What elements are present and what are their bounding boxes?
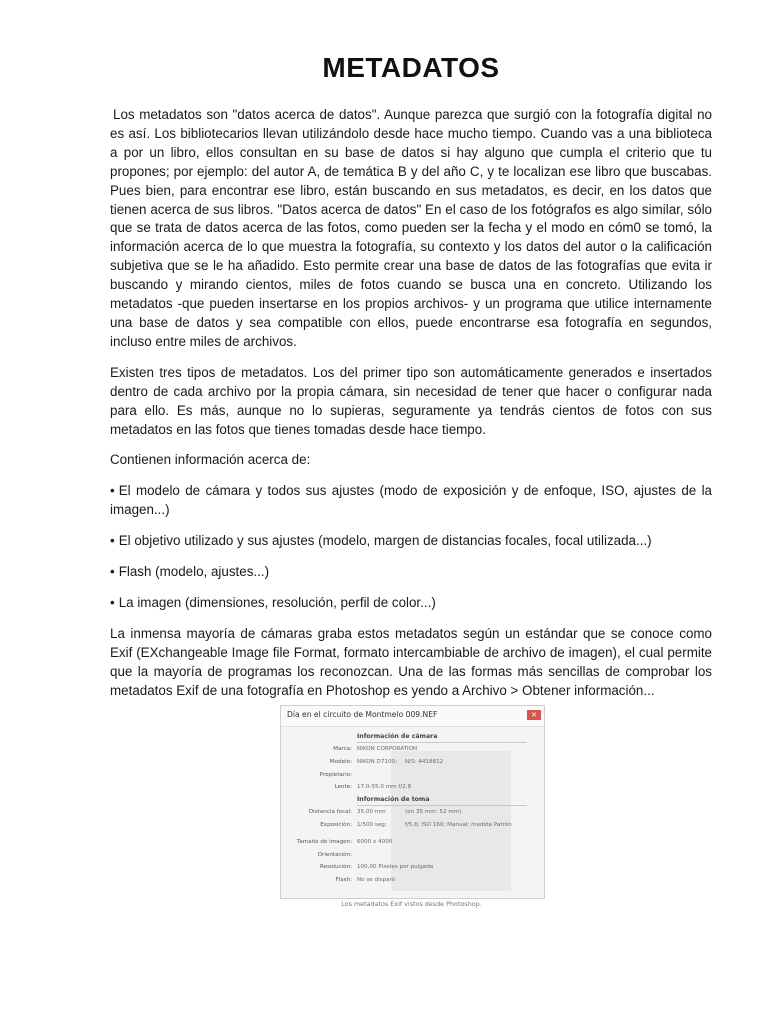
dialog-body [281,727,544,887]
info-key: Exposición: [320,821,352,828]
dialog-titlebar [281,706,544,727]
info-value: 6000 x 4000 [357,838,393,845]
info-row [281,743,544,756]
info-row [281,806,544,819]
bullet-text: El modelo de cámara y todos sus ajustes (modo de exposición y de enfoque, ISO, ajustes de la imagen...) [110,483,712,518]
bullet-symbol: • [110,533,115,549]
info-value: 35,00 mm [357,809,386,816]
info-row [281,861,544,874]
bullet-item [110,594,712,613]
info-key: Marca: [333,746,352,752]
paragraph-contains: Contienen información acerca de: [110,452,311,468]
info-value: 100,00 Píxeles por pulgada [357,864,434,871]
document-page [110,52,712,712]
info-extra: f/5,6; ISO 160; Manual; medida Patrón [405,821,512,828]
info-row [281,819,544,832]
paragraph-exif: La inmensa mayoría de cámaras graba estos metadatos según un estándar que se conoce como Exif (EXchangeable Image file Format, formato intercambiable de archivo de imagen), el cual permite que la mayoría de programas los reconozcan. Una de las formas más sencillas de comprobar los metadatos Exif de una fotografía en Photoshop es yendo a Archivo > Obtener información... [110,625,712,698]
info-value: NIKON D7100; [357,758,397,765]
bullet-text: El objetivo utilizado y sus ajustes (modelo, margen de distancias focales, focal utilizada...) [118,533,652,549]
bullet-symbol: • [110,483,115,499]
figure-caption: Los metadatos Exif vistos desde Photoshop. [341,900,482,908]
info-value: No se disparó [357,877,396,884]
section-shot-info: Información de toma [357,794,527,806]
info-row [281,836,544,849]
bullet-text: Flash (modelo, ajustes...) [118,564,270,580]
info-key: Modelo: [329,758,352,765]
section-camera-info: Información de cámara [357,731,527,743]
page-title: METADATOS [322,52,500,83]
info-key: Lente: [334,784,352,791]
info-row [281,769,544,782]
info-value: 1/500 seg; [357,821,387,828]
info-extra: N/S: 4418812 [405,758,444,765]
info-value: 17.0-55.0 mm f/2.8 [357,784,412,791]
paragraph-intro: Los metadatos son "datos acerca de datos". Aunque parezca que surgió con la fotografía digital no es así. Los bibliotecarios llevan utilizándolo desde hace mucho tiempo. Cuando vas a una biblioteca a por un libro, ellos consultan en su base de datos si hay alguno que cumpla el criterio que tu propones; por ejemplo: del autor A, de temática B y del año C, y te localizan ese libro que buscabas. Pues bien, para encontrar ese libro, están buscando en sus metadatos, es decir, en los datos que tienen acerca de sus libros. "Datos acerca de datos" En el caso de los fotógrafos es algo similar, sólo que se trata de datos acerca de las fotos, como pueden ser la fecha y el modo en cóm0 se tomó, la información acerca de lo que muestra la fotografía, su contexto y los datos del autor o la calificación subjetiva que se le ha añadido. Esto permite crear una base de datos de las fotografías que evita ir buscando y mirando cientos, miles de fotos cuando se busca una en concreto. Utilizando los metadatos -que pueden insertarse en los propios archivos- y un programa que utilice internamente una base de datos y sea compatible con ellos, puede encontrarse esa fotografía en segundos, incluso entre miles de archivos. [110,107,712,349]
paragraph-types: Existen tres tipos de metadatos. Los del primer tipo son automáticamente generados e insertados dentro de cada archivo por la propia cámara, sin necesidad de tener que hacer o configurar nada para ello. Es más, aunque no lo supieras, seguramente ya tendrás cientos de fotos con sus metadatos en las fotos que tienes tomadas desde hace tiempo. [110,364,712,437]
bullet-text: La imagen (dimensiones, resolución, perfil de color...) [118,594,436,610]
info-key: Propietario: [319,771,352,778]
dialog-title: Día en el circuito de Montmelo 009.NEF [287,710,438,719]
info-row [281,849,544,862]
info-key: Orientación: [317,851,352,858]
exif-dialog-image [280,705,545,899]
bullet-symbol: • [110,594,115,610]
bullet-symbol: • [110,564,115,580]
info-row [281,781,544,794]
info-key: Distancia focal: [308,809,352,816]
info-row [281,874,544,887]
info-value: NIKON CORPORATION [357,746,418,752]
bullet-item [110,532,712,551]
close-icon: × [527,710,541,720]
info-key: Tamaño de imagen: [296,838,352,845]
info-extra: (en 35 mm: 52 mm) [405,809,462,816]
info-key: Flash: [335,877,352,884]
info-key: Resolución: [320,864,352,871]
bullet-item [110,482,712,520]
bullet-item [110,563,712,582]
info-row [281,756,544,769]
